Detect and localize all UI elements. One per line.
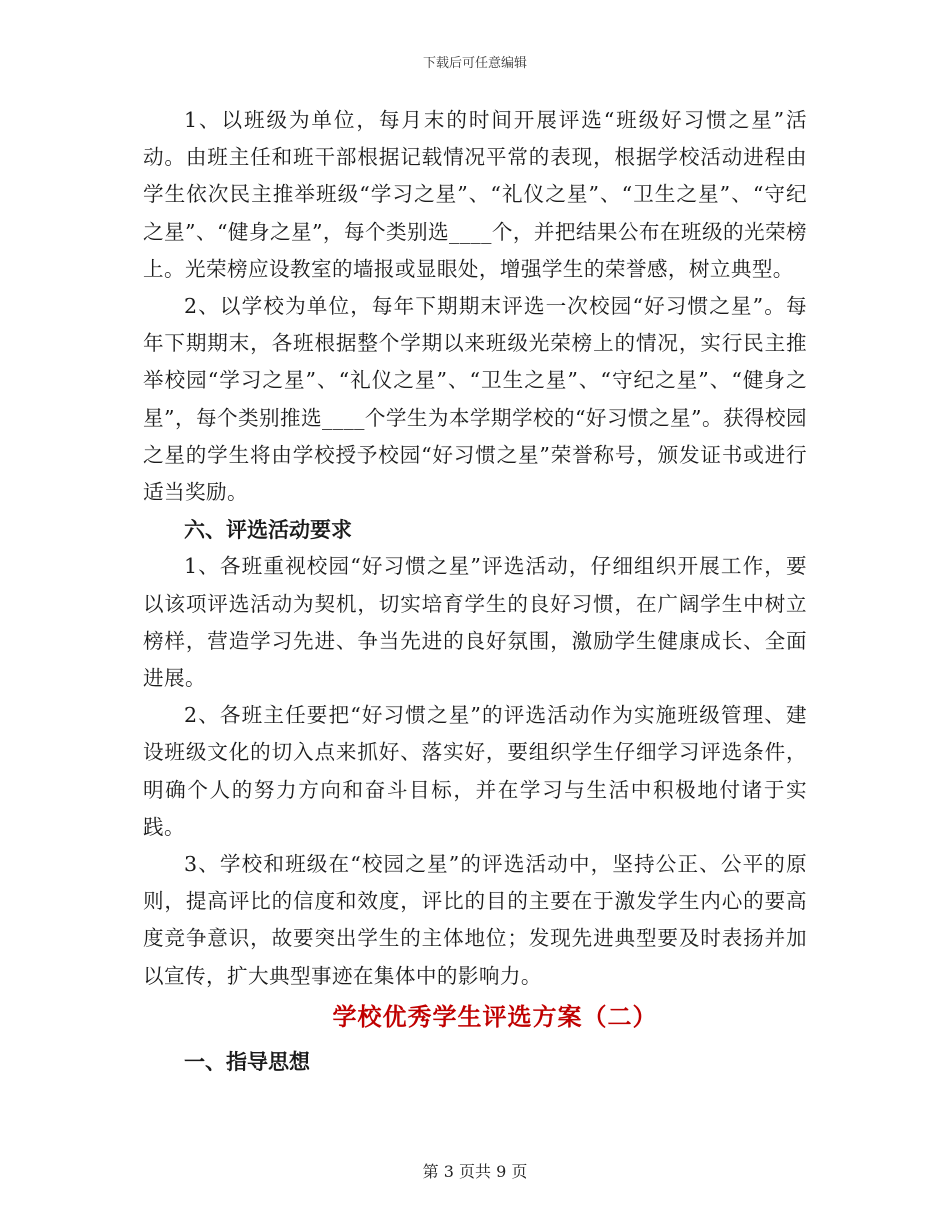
- paragraph-requirement-1: 1、各班重视校园“好习惯之星”评选活动，仔细组织开展工作，要以该项评选活动为契机，切实培育学生的良好习惯，在广阔学生中树立榜样，营造学习先进、争当先进的良好氛围，激励学生健康成长、全面进展。: [143, 554, 807, 691]
- page-header: 下载后可任意编辑: [422, 56, 527, 71]
- paragraph-class-stars: 1、以班级为单位，每月末的时间开展评选“班级好习惯之星”活动。由班主任和班干部根据记载情况平常的表现，根据学校活动进程由学生依次民主推举班级“学习之星”、“礼仪之星”、“卫生之星”、“守纪之星”、“健身之星”，每个类别选____个，并把结果公布在班级的光荣榜上。光荣榜应设教室的墙报或显眼处，增强学生的荣誉感，树立典型。: [143, 108, 807, 281]
- paragraph-requirement-2: 2、各班主任要把“好习惯之星”的评选活动作为实施班级管理、建设班级文化的切入点来抓好、落实好，要组织学生仔细学习评选条件，明确个人的努力方向和奋斗目标，并在学习与生活中积极地付诸于实践。: [143, 703, 807, 839]
- paragraph-requirement-3: 3、学校和班级在“校园之星”的评选活动中，坚持公正、公平的原则，提高评比的信度和效度，评比的目的主要在于激发学生内心的要高度竞争意识，故要突出学生的主体地位；发现先进典型要及时表扬并加以宣传，扩大典型事迹在集体中的影响力。: [143, 852, 807, 988]
- document-body: [143, 102, 807, 1080]
- section-heading-guiding-ideology: 一、指导思想: [184, 1048, 310, 1074]
- paragraph-school-stars: 2、以学校为单位，每年下期期末评选一次校园“好习惯之星”。每年下期期末，各班根据整个学期以来班级光荣榜上的情况，实行民主推举校园“学习之星”、“礼仪之星”、“卫生之星”、“守纪之星”、“健身之星”，每个类别推选____个学生为本学期学校的“好习惯之星”。获得校园之星的学生将由学校授予校园“好习惯之星”荣誉称号，颁发证书或进行适当奖励。: [143, 294, 807, 505]
- page-footer: 第 3 页共 9 页: [422, 1162, 528, 1181]
- section-heading-requirements: 六、评选活动要求: [184, 517, 352, 543]
- document-title-2: 学校优秀学生评选方案（二）: [332, 1001, 658, 1031]
